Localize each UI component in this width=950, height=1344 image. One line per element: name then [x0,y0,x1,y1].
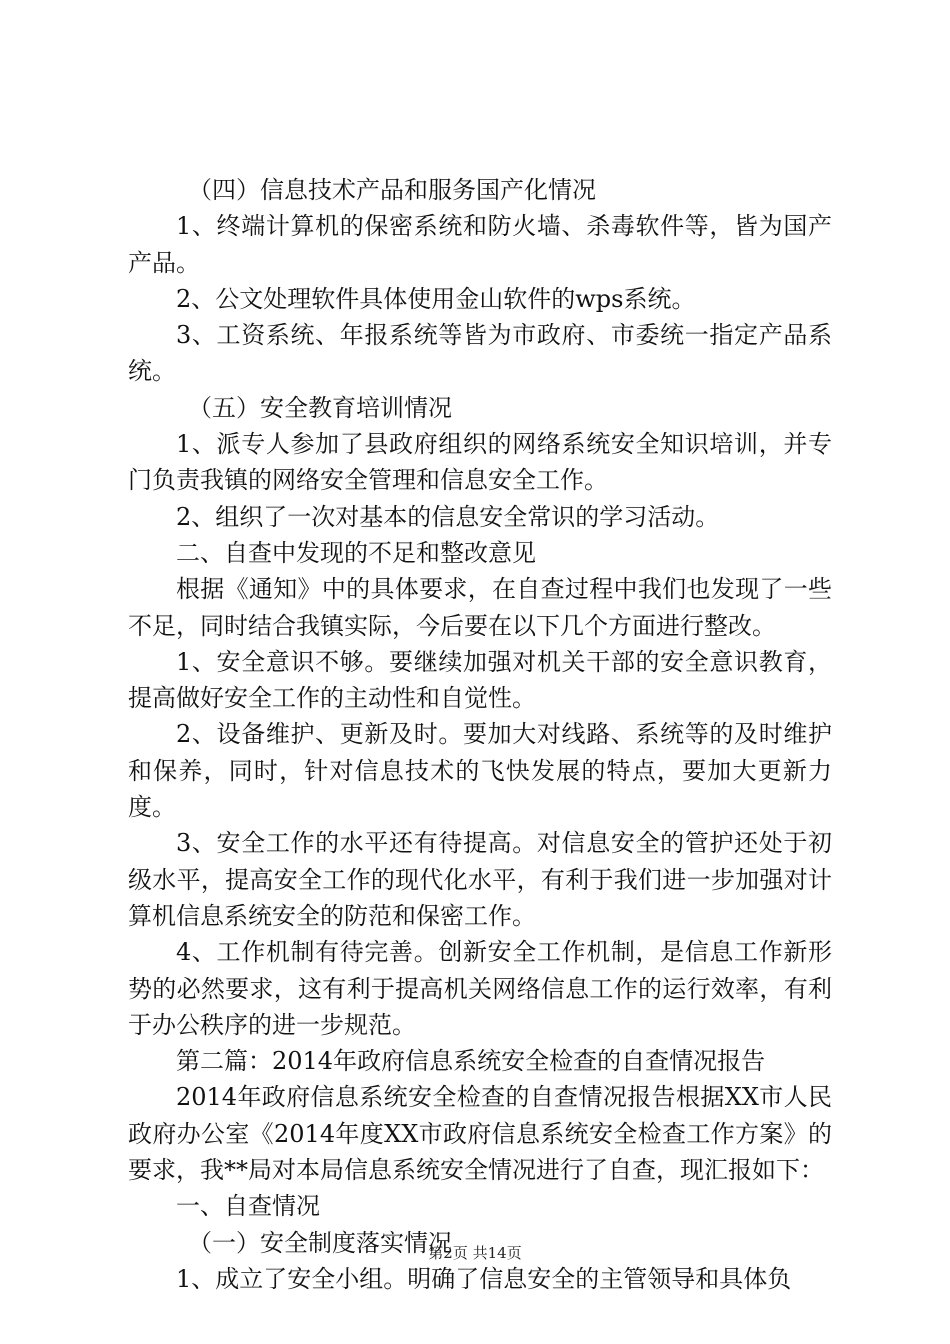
heading-part-2: 二、自查中发现的不足和整改意见 [176,538,536,567]
paragraph-item: 1、成立了安全小组。明确了信息安全的主管领导和具体负 [176,1264,792,1293]
paragraph-item: 2、设备维护、更新及时。要加大对线路、系统等的及时维护和保养，同时，针对信息技术的飞快发展的特点，要加大更新力度。 [128,720,832,822]
heading-part-1: 一、自查情况 [176,1192,320,1221]
heading-section-5: （五）安全教育培训情况 [188,393,452,422]
chapter-heading: 第二篇：2014年政府信息系统安全检查的自查情况报告 [176,1047,766,1076]
paragraph-item: 1、派专人参加了县政府组织的网络系统安全知识培训，并专门负责我镇的网络安全管理和信息安全工作。 [128,430,832,495]
paragraph-item: 根据《通知》中的具体要求，在自查过程中我们也发现了一些不足，同时结合我镇实际，今后要在以下几个方面进行整改。 [128,575,832,640]
paragraph-item: 1、终端计算机的保密系统和防火墙、杀毒软件等，皆为国产产品。 [128,212,832,277]
heading-subsection-1: （一）安全制度落实情况 [188,1228,452,1257]
heading-section-4: （四）信息技术产品和服务国产化情况 [188,176,596,204]
paragraph-item: 3、工资系统、年报系统等皆为市政府、市委统一指定产品系统。 [128,321,832,386]
paragraph-item: 3、安全工作的水平还有待提高。对信息安全的管护还处于初级水平，提高安全工作的现代化水平，有利于我们进一步加强对计算机信息系统安全的防范和保密工作。 [128,829,832,930]
document-body [128,172,832,1297]
paragraph-item: 4、工作机制有待完善。创新安全工作机制，是信息工作新形势的必然要求，这有利于提高机关网络信息工作的运行效率，有利于办公秩序的进一步规范。 [128,938,832,1039]
paragraph-item: 1、安全意识不够。要继续加强对机关干部的安全意识教育，提高做好安全工作的主动性和自觉性。 [128,647,832,713]
paragraph-item: 2、公文处理软件具体使用金山软件的wps系统。 [176,284,696,313]
paragraph-item: 2、组织了一次对基本的信息安全常识的学习活动。 [176,502,720,531]
paragraph-item: 2014年政府信息系统安全检查的自查情况报告根据XX市人民政府办公室《2014年度XX市政府信息系统安全检查工作方案》的要求，我**局对本局信息系统安全情况进行了自查，现汇报如下： [128,1083,832,1185]
page-number-footer: 第2页 共14页 [428,1244,522,1262]
